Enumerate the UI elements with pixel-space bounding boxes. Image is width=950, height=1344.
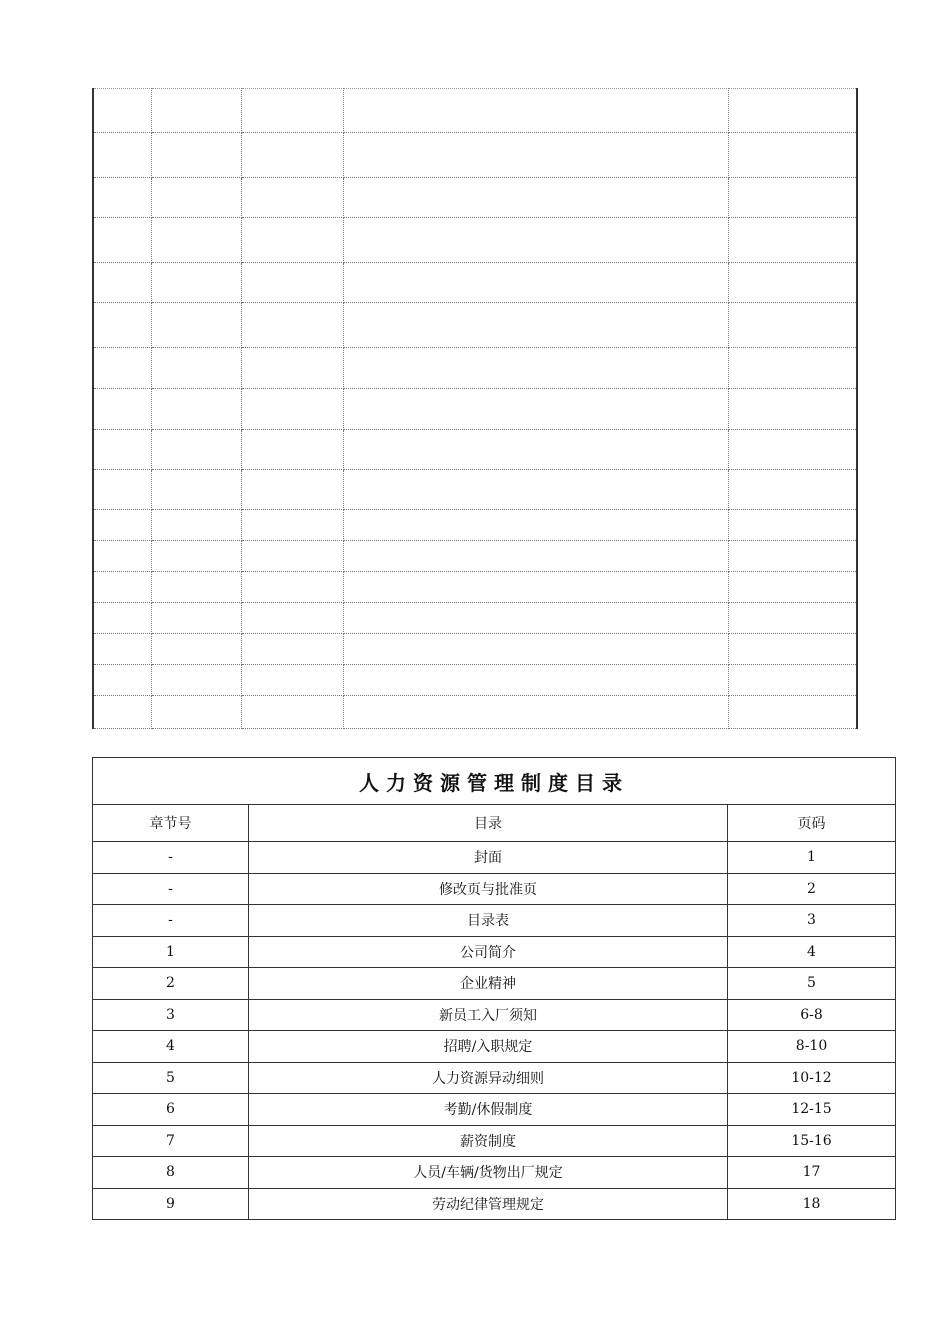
- revision-cell: [343, 430, 728, 470]
- revision-grid-body: [93, 89, 857, 729]
- revision-cell: [93, 572, 151, 603]
- revision-cell: [93, 603, 151, 634]
- revision-cell: [728, 603, 857, 634]
- toc-row: [93, 968, 896, 1000]
- toc-page-cell: 10-12: [728, 1062, 896, 1094]
- toc-row: [93, 1094, 896, 1126]
- revision-row: [93, 133, 857, 178]
- revision-row: [93, 541, 857, 572]
- toc-page-cell: 3: [728, 905, 896, 937]
- toc-page-cell: 12-15: [728, 1094, 896, 1126]
- revision-cell: [728, 572, 857, 603]
- toc-page-cell: 17: [728, 1157, 896, 1189]
- toc-chapter-cell: 8: [93, 1157, 249, 1189]
- revision-cell: [151, 470, 241, 510]
- toc-row: [93, 936, 896, 968]
- revision-cell: [343, 541, 728, 572]
- toc-chapter-cell: -: [93, 873, 249, 905]
- revision-row: [93, 348, 857, 389]
- toc-chapter-cell: -: [93, 842, 249, 874]
- toc-header-title: 目录: [249, 805, 728, 842]
- revision-grid: [92, 88, 858, 729]
- revision-cell: [728, 133, 857, 178]
- toc-chapter-cell: 4: [93, 1031, 249, 1063]
- revision-cell: [728, 430, 857, 470]
- revision-cell: [151, 218, 241, 263]
- revision-row: [93, 430, 857, 470]
- revision-cell: [241, 303, 343, 348]
- revision-row: [93, 303, 857, 348]
- revision-cell: [151, 303, 241, 348]
- revision-cell: [343, 348, 728, 389]
- revision-cell: [151, 263, 241, 303]
- revision-row: [93, 263, 857, 303]
- revision-cell: [343, 303, 728, 348]
- revision-cell: [151, 603, 241, 634]
- toc-chapter-cell: 1: [93, 936, 249, 968]
- toc-page-cell: 5: [728, 968, 896, 1000]
- revision-cell: [343, 389, 728, 430]
- revision-cell: [728, 634, 857, 665]
- revision-cell: [241, 430, 343, 470]
- revision-cell: [93, 348, 151, 389]
- revision-cell: [151, 430, 241, 470]
- revision-cell: [93, 634, 151, 665]
- toc-row: [93, 1157, 896, 1189]
- toc-chapter-cell: -: [93, 905, 249, 937]
- toc-header-page: 页码: [728, 805, 896, 842]
- revision-cell: [241, 603, 343, 634]
- revision-cell: [93, 696, 151, 729]
- toc-chapter-cell: 2: [93, 968, 249, 1000]
- revision-row: [93, 389, 857, 430]
- toc-title-cell: 目录表: [249, 905, 728, 937]
- toc-chapter-cell: 6: [93, 1094, 249, 1126]
- toc-chapter-cell: 5: [93, 1062, 249, 1094]
- revision-cell: [241, 218, 343, 263]
- toc-page-cell: 18: [728, 1188, 896, 1220]
- revision-cell: [151, 389, 241, 430]
- revision-cell: [728, 218, 857, 263]
- revision-row: [93, 510, 857, 541]
- revision-cell: [151, 696, 241, 729]
- toc-title-cell: 修改页与批准页: [249, 873, 728, 905]
- revision-cell: [93, 430, 151, 470]
- revision-cell: [241, 510, 343, 541]
- revision-cell: [151, 665, 241, 696]
- revision-cell: [241, 541, 343, 572]
- toc-table: [92, 757, 896, 1220]
- toc-chapter-cell: 9: [93, 1188, 249, 1220]
- revision-cell: [151, 572, 241, 603]
- toc-title: 人力资源管理制度目录: [93, 758, 896, 805]
- revision-cell: [151, 541, 241, 572]
- revision-cell: [343, 634, 728, 665]
- toc-row: [93, 1188, 896, 1220]
- revision-cell: [728, 348, 857, 389]
- revision-cell: [343, 603, 728, 634]
- toc-title-cell: 新员工入厂须知: [249, 999, 728, 1031]
- revision-cell: [728, 470, 857, 510]
- toc-page-cell: 15-16: [728, 1125, 896, 1157]
- revision-row: [93, 470, 857, 510]
- revision-cell: [728, 541, 857, 572]
- toc-row: [93, 1062, 896, 1094]
- toc-row: [93, 1031, 896, 1063]
- revision-cell: [343, 89, 728, 133]
- toc-title-cell: 薪资制度: [249, 1125, 728, 1157]
- toc-page-cell: 4: [728, 936, 896, 968]
- revision-cell: [151, 89, 241, 133]
- revision-cell: [343, 510, 728, 541]
- revision-cell: [728, 389, 857, 430]
- revision-cell: [343, 470, 728, 510]
- toc-row: [93, 999, 896, 1031]
- revision-row: [93, 603, 857, 634]
- revision-cell: [728, 178, 857, 218]
- revision-cell: [93, 470, 151, 510]
- revision-cell: [241, 89, 343, 133]
- toc-header-row: [93, 805, 896, 842]
- toc-title-cell: 人力资源异动细则: [249, 1062, 728, 1094]
- toc-page-cell: 8-10: [728, 1031, 896, 1063]
- revision-cell: [93, 665, 151, 696]
- toc-title-cell: 封面: [249, 842, 728, 874]
- toc-row: [93, 905, 896, 937]
- revision-cell: [241, 348, 343, 389]
- revision-cell: [93, 303, 151, 348]
- revision-cell: [728, 665, 857, 696]
- revision-row: [93, 218, 857, 263]
- revision-cell: [93, 178, 151, 218]
- revision-row: [93, 572, 857, 603]
- revision-cell: [241, 178, 343, 218]
- toc-row: [93, 842, 896, 874]
- revision-cell: [241, 389, 343, 430]
- revision-cell: [93, 133, 151, 178]
- revision-cell: [728, 89, 857, 133]
- revision-cell: [241, 696, 343, 729]
- revision-cell: [241, 133, 343, 178]
- toc-title-cell: 招聘/入职规定: [249, 1031, 728, 1063]
- revision-cell: [151, 178, 241, 218]
- revision-cell: [343, 178, 728, 218]
- revision-row: [93, 634, 857, 665]
- revision-row: [93, 178, 857, 218]
- revision-row: [93, 665, 857, 696]
- revision-cell: [93, 218, 151, 263]
- toc-title-cell: 企业精神: [249, 968, 728, 1000]
- toc-header-chapter: 章节号: [93, 805, 249, 842]
- revision-cell: [93, 89, 151, 133]
- revision-cell: [93, 541, 151, 572]
- revision-cell: [241, 572, 343, 603]
- revision-cell: [343, 263, 728, 303]
- toc-body: [93, 758, 896, 1220]
- revision-cell: [151, 510, 241, 541]
- revision-cell: [151, 348, 241, 389]
- toc-title-cell: 人员/车辆/货物出厂规定: [249, 1157, 728, 1189]
- revision-cell: [728, 510, 857, 541]
- revision-cell: [343, 133, 728, 178]
- toc-chapter-cell: 7: [93, 1125, 249, 1157]
- revision-row: [93, 696, 857, 729]
- revision-cell: [93, 389, 151, 430]
- revision-cell: [728, 303, 857, 348]
- toc-title-row: [93, 758, 896, 805]
- revision-cell: [151, 634, 241, 665]
- revision-cell: [343, 665, 728, 696]
- toc-title-cell: 公司简介: [249, 936, 728, 968]
- revision-cell: [93, 263, 151, 303]
- revision-cell: [343, 696, 728, 729]
- toc-page-cell: 6-8: [728, 999, 896, 1031]
- toc-page-cell: 1: [728, 842, 896, 874]
- revision-row: [93, 89, 857, 133]
- revision-cell: [241, 470, 343, 510]
- revision-cell: [241, 665, 343, 696]
- revision-cell: [93, 510, 151, 541]
- revision-cell: [241, 263, 343, 303]
- toc-chapter-cell: 3: [93, 999, 249, 1031]
- revision-cell: [151, 133, 241, 178]
- revision-cell: [343, 218, 728, 263]
- toc-title-cell: 考勤/休假制度: [249, 1094, 728, 1126]
- toc-title-cell: 劳动纪律管理规定: [249, 1188, 728, 1220]
- toc-row: [93, 1125, 896, 1157]
- revision-cell: [728, 263, 857, 303]
- toc-row: [93, 873, 896, 905]
- revision-cell: [728, 696, 857, 729]
- revision-cell: [343, 572, 728, 603]
- revision-cell: [241, 634, 343, 665]
- toc-page-cell: 2: [728, 873, 896, 905]
